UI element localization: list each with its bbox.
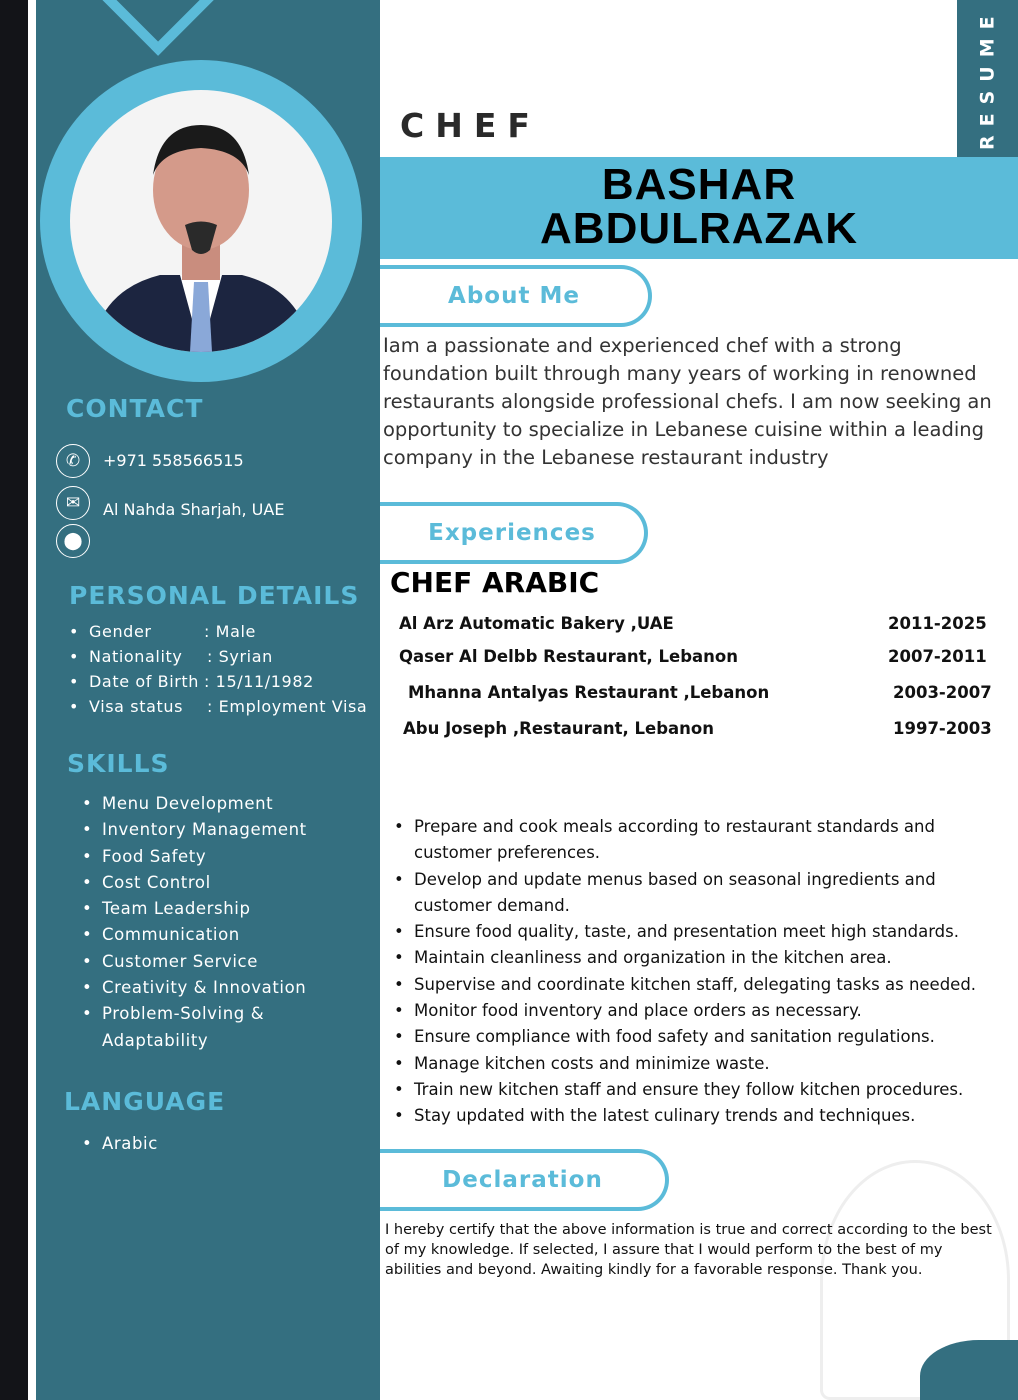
personal-details-list [69,619,367,719]
detail-label: Date of Birth [89,672,200,691]
skills-list [82,791,322,1054]
job-place: Al Arz Automatic Bakery ,UAE [399,614,674,633]
resume-badge: RESUME [957,0,1018,157]
chevron-decoration [80,0,221,56]
language-heading: LANGUAGE [64,1087,226,1116]
job-years: 2003-2007 [893,683,992,702]
list-item: • Supervise and coordinate kitchen staff, delegating tasks as needed. [394,972,1004,998]
list-item: • Communication [82,922,322,948]
name-last: ABDULRAZAK [540,204,858,253]
detail-value: : 15/11/1982 [204,672,314,691]
declaration-text: I hereby certify that the above information is true and correct according to the best of my knowledge. If selected, I assure that I would perform to the best of my abilities and beyond. Awaiting kindly for a favorable response. Thank you. [385,1222,992,1278]
list-item: • Team Leadership [82,896,322,922]
list-item: • Manage kitchen costs and minimize waste. [394,1051,1004,1077]
job-years: 2007-2011 [888,647,987,666]
job-title: CHEF [400,106,541,145]
job-years: 1997-2003 [893,719,992,738]
list-item: • Ensure food quality, taste, and presentation meet high standards. [394,919,1004,945]
job-place: Abu Joseph ,Restaurant, Lebanon [403,719,715,738]
list-item: • Develop and update menus based on seasonal ingredients and customer demand. [394,867,1004,920]
contact-phone: +971 558566515 [103,451,244,470]
experience-role: CHEF ARABIC [390,566,600,599]
list-item: • Prepare and cook meals according to restaurant standards and customer preferences. [394,814,1004,867]
list-item [69,694,367,719]
list-item: • Creativity & Innovation [82,975,322,1001]
contact-address: Al Nahda Sharjah, UAE [103,500,285,519]
about-text: Iam a passionate and experienced chef with a strong foundation built through many years of working in renowned restaurants alongside professional chefs. I am now seeking an opportunity to specialize in Lebanese cuisine within a leading company in the Lebanese restaurant industry [383,334,992,469]
mail-icon: ✉ [56,486,90,520]
list-item: • Ensure compliance with food safety and sanitation regulations. [394,1024,1004,1050]
job-place: Mhanna Antalyas Restaurant ,Lebanon [408,683,770,702]
list-item: • Monitor food inventory and place orders as necessary. [394,998,1004,1024]
list-item [69,669,367,694]
list-item: • Arabic [82,1131,158,1157]
list-item: • Stay updated with the latest culinary trends and techniques. [394,1103,1004,1129]
list-item: • Cost Control [82,870,322,896]
detail-value: : Syrian [207,647,273,666]
detail-value: : Male [204,622,256,641]
contact-heading: CONTACT [66,394,204,423]
detail-label: Nationality [89,647,183,666]
about-heading: About Me [380,265,652,327]
sidebar [36,0,380,1400]
profile-photo [70,90,332,352]
detail-value: : Employment Visa [207,697,368,716]
declaration-heading: Declaration [380,1149,669,1211]
left-dark-strip [0,0,28,1400]
phone-icon: ✆ [56,444,90,478]
list-item [69,644,367,669]
location-pin-icon: ⬤ [56,524,90,558]
job-place: Qaser Al Delbb Restaurant, Lebanon [399,647,739,666]
name-first: BASHAR [601,160,797,209]
list-item: • Customer Service [82,949,322,975]
experiences-heading: Experiences [380,502,648,564]
name-banner [380,157,1018,259]
list-item: • Maintain cleanliness and organization in the kitchen area. [394,945,1004,971]
list-item [69,619,367,644]
language-list [82,1131,158,1157]
personal-details-heading: PERSONAL DETAILS [69,581,360,610]
job-years: 2011-2025 [888,614,987,633]
duties-list [394,814,1004,1130]
skills-heading: SKILLS [67,749,170,778]
list-item: • Train new kitchen staff and ensure they follow kitchen procedures. [394,1077,1004,1103]
list-item: • Food Safety [82,844,322,870]
detail-label: Visa status [89,697,184,716]
list-item: • Menu Development [82,791,322,817]
detail-label: Gender [89,622,152,641]
list-item: • Problem-Solving & Adaptability [82,1001,322,1054]
list-item: • Inventory Management [82,817,322,843]
